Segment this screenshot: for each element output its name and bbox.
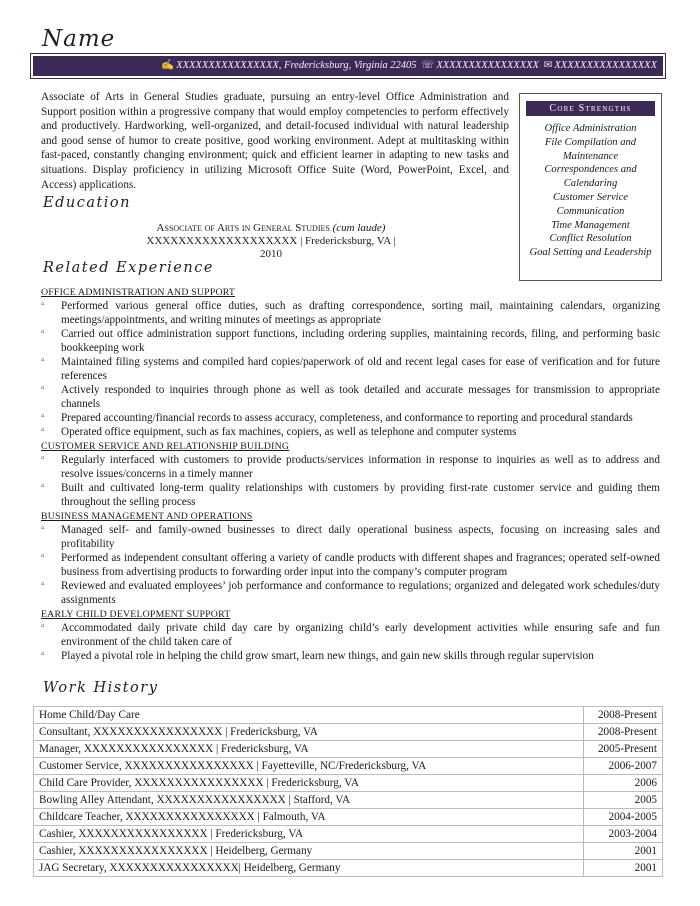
work-history-job: Customer Service, XXXXXXXXXXXXXXXX | Fayetteville, NC/Fredericksburg, VA	[34, 758, 584, 775]
experience-bullet: ▫ Played a pivotal role in helping the child grow smart, learn new things, and gain new skills through regular supervision	[41, 649, 660, 663]
core-strength-item: Communication	[556, 205, 625, 217]
pen-icon: ✍	[161, 60, 175, 71]
experience-bullet-list	[41, 453, 660, 509]
contact-phone: XXXXXXXXXXXXXXXX	[436, 60, 539, 71]
work-history-years: 2005-Present	[584, 741, 663, 758]
contact-frame	[30, 53, 666, 79]
experience-bullet-list	[41, 523, 660, 607]
work-history-years: 2006-2007	[584, 758, 663, 775]
work-history-row	[34, 724, 663, 741]
work-history-row	[34, 826, 663, 843]
work-history-job: Consultant, XXXXXXXXXXXXXXXX | Fredericksburg, VA	[34, 724, 584, 741]
contact-email: XXXXXXXXXXXXXXXX	[554, 60, 657, 71]
work-history-job: Cashier, XXXXXXXXXXXXXXXX | Fredericksburg, VA	[34, 826, 584, 843]
core-strength-item: File Compilation and	[544, 136, 637, 148]
experience-bullet: ▫ Performed as independent consultant offering a variety of candle products with different shapes and fragrances; operated self-owned business from advertising products to forwarding order input into the company’s computer program	[41, 551, 660, 579]
experience-bullet: ▫ Operated office equipment, such as fax machines, copiers, as well as telephone and computer systems	[41, 425, 660, 439]
experience-subheading: CUSTOMER SERVICE AND RELATIONSHIP BUILDING	[41, 441, 290, 452]
core-strengths-list	[520, 122, 661, 260]
work-history-row	[34, 843, 663, 860]
email-icon: ✉	[543, 60, 553, 71]
contact-address: XXXXXXXXXXXXXXXX, Fredericksburg, Virginia 22405	[176, 60, 417, 71]
work-history-job: Home Child/Day Care	[34, 707, 584, 724]
work-history-job: JAG Secretary, XXXXXXXXXXXXXXXX| Heidelberg, Germany	[34, 860, 584, 877]
experience-subheading: OFFICE ADMINISTRATION AND SUPPORT	[41, 287, 236, 298]
core-strengths-title: Core Strengths	[526, 101, 655, 116]
core-strength-item: Calendaring	[563, 178, 618, 190]
core-strength-item: Office Administration	[544, 123, 637, 134]
experience-bullet: ▫ Performed various general office duties, such as drafting correspondence, sorting mail, maintaining calendars, organizing meetings/appointments, and writing minutes of meetings as appropriate	[41, 299, 660, 327]
work-history-job: Manager, XXXXXXXXXXXXXXXX | Fredericksburg, VA	[34, 741, 584, 758]
experience-bullet-list	[41, 299, 660, 439]
core-strength-item: Maintenance	[562, 150, 619, 162]
experience-heading: Related Experience	[43, 260, 214, 276]
work-history-row	[34, 741, 663, 758]
core-strength-item: Correspondences and	[544, 164, 637, 176]
experience-section	[41, 285, 660, 663]
experience-bullet-list	[41, 621, 660, 663]
work-history-job: Bowling Alley Attendant, XXXXXXXXXXXXXXXX | Stafford, VA	[34, 792, 584, 809]
work-history-row	[34, 707, 663, 724]
experience-bullet: ▫ Managed self- and family-owned businesses to direct daily operational business aspects, focusing on increasing sales and profitability	[41, 523, 660, 551]
work-history-table	[33, 706, 663, 877]
education-details: XXXXXXXXXXXXXXXXXXX | Fredericksburg, VA | 2010	[146, 235, 396, 260]
phone-icon: ☏	[421, 60, 435, 71]
core-strengths-box	[519, 93, 662, 281]
work-history-years: 2001	[584, 843, 663, 860]
work-history-years: 2008-Present	[584, 707, 663, 724]
education-degree: Associate of Arts in General Studies	[156, 222, 330, 234]
work-history-job: Childcare Teacher, XXXXXXXXXXXXXXXX | Falmouth, VA	[34, 809, 584, 826]
work-history-years: 2001	[584, 860, 663, 877]
work-history-row	[34, 758, 663, 775]
experience-bullet: ▫ Prepared accounting/financial records to assess accuracy, completeness, and conformance to reporting and procedural standards	[41, 411, 660, 425]
summary-paragraph: Associate of Arts in General Studies graduate, pursuing an entry-level Office Administration and Support position within a progressive company that would employ competencies to perform effectively and productively. Hardworking, well-organized, and detail-focused individual with natural leadership and good sense of humor to create positive, good working environment. Adept at multitasking within fast-paced, constantly changing environment; quick and efficient learner in adapting to new tasks and situations. Display proficiency in utilizing Microsoft Office Suite (Word, PowerPoint, Excel, and Access) applications.	[41, 91, 509, 191]
experience-subheading: EARLY CHILD DEVELOPMENT SUPPORT	[41, 609, 231, 620]
experience-bullet: ▫ Accommodated daily private child day care by organizing child’s early development activities while ensuring safe and fun environment of the child taken care of	[41, 621, 660, 649]
work-history-row	[34, 860, 663, 877]
core-strength-item: Time Management	[551, 219, 630, 231]
education-honors: (cum laude)	[332, 222, 386, 234]
education-entry	[140, 222, 402, 261]
work-history-years: 2006	[584, 775, 663, 792]
work-history-row	[34, 775, 663, 792]
work-history-row	[34, 809, 663, 826]
work-history-years: 2003-2004	[584, 826, 663, 843]
work-history-years: 2005	[584, 792, 663, 809]
work-history-job: Cashier, XXXXXXXXXXXXXXXX | Heidelberg, Germany	[34, 843, 584, 860]
contact-bar	[33, 56, 663, 76]
experience-bullet: ▫ Maintained filing systems and compiled hard copies/paperwork of old and recent legal cases for ease of verification and for future references	[41, 355, 660, 383]
work-history-years: 2008-Present	[584, 724, 663, 741]
work-history-years: 2004-2005	[584, 809, 663, 826]
work-history-heading: Work History	[43, 680, 159, 696]
education-heading: Education	[43, 195, 132, 211]
experience-bullet: ▫ Carried out office administration support functions, including ordering supplies, maintaining records, filing, and performing basic bookkeeping work	[41, 327, 660, 355]
core-strength-item: Customer Service	[552, 191, 629, 203]
experience-bullet: ▫ Actively responded to inquiries through phone as well as took detailed and accurate messages for transmission to appropriate channels	[41, 383, 660, 411]
work-history-job: Child Care Provider, XXXXXXXXXXXXXXXX | Fredericksburg, VA	[34, 775, 584, 792]
experience-bullet: ▫ Regularly interfaced with customers to provide products/services information in response to inquiries as well as to address and resolve issues/concerns in a timely manner	[41, 453, 660, 481]
core-strength-item: Goal Setting and Leadership	[529, 247, 652, 259]
resume-name: Name	[42, 26, 116, 52]
experience-subheading: BUSINESS MANAGEMENT AND OPERATIONS	[41, 511, 253, 522]
core-strength-item: Conflict Resolution	[549, 233, 632, 245]
work-history-row	[34, 792, 663, 809]
experience-bullet: ▫ Reviewed and evaluated employees’ job performance and conformance to regulations; organized and delegated work schedules/duty assignments	[41, 579, 660, 607]
experience-bullet: ▫ Built and cultivated long-term quality relationships with customers by providing first-rate customer service and guiding them throughout the selling process	[41, 481, 660, 509]
